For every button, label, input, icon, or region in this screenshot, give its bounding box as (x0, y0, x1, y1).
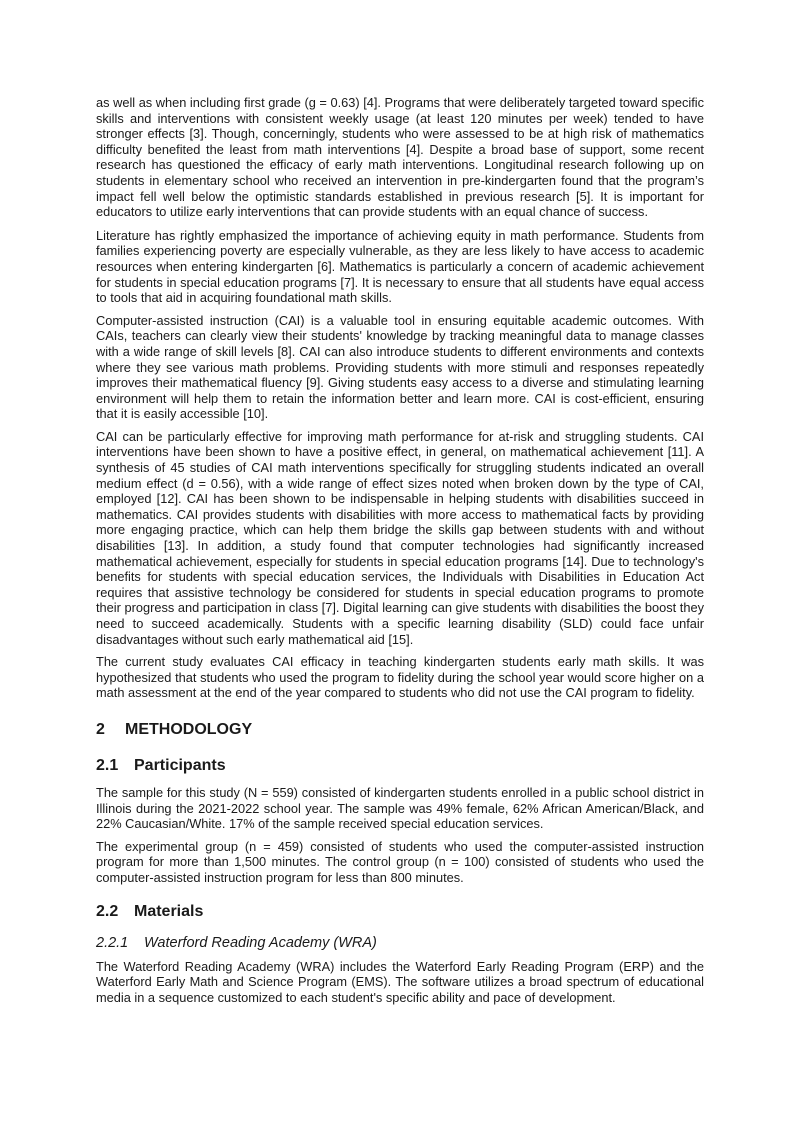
subsection-title: Participants (134, 756, 226, 774)
section-number: 2 (96, 720, 105, 738)
subsubsection-number: 2.2.1 (96, 934, 129, 951)
intro-paragraph-4: CAI can be particularly effective for improving math performance for at-risk and struggling students. CAI interventions have been shown to have a positive effect, in general, on mathematical achievement [11]. A synthesis of 45 studies of CAI math interventions specifically for struggling students indicated an overall medium effect (d = 0.56), with a wide range of effect sizes noted when broken down by the type of CAI, employed [12]. CAI has been shown to be indispensable in helping students with disabilities succeed in mathematics. CAI provides students with disabilities with more access to mathematical facts by providing more engaging practice, which can help them bridge the skills gap between students with and without disabilities [13]. In addition, a study found that computer technologies had significantly increased mathematical achievement, especially for students in special education programs [14]. Due to technology's benefits for students with special education services, the Individuals with Disabilities in Education Act requires that assistive technology be considered for students in special education programs to promote their progress and participation in class [7]. Digital learning can give students with disabilities the boost they need to succeed academically. Students with a specific learning disability (SLD) could face unfair disadvantages without such early mathematical aid [15]. (96, 428, 704, 647)
subsection-number: 2.2 (96, 902, 119, 920)
section-title: METHODOLOGY (125, 720, 253, 738)
subsection-number: 2.1 (96, 756, 119, 774)
subsection-heading-materials (96, 902, 704, 922)
subsection-heading-participants (96, 756, 704, 776)
participants-paragraph-1: The sample for this study (N = 559) consisted of kindergarten students enrolled in a public school district in Illinois during the 2021-2022 school year. The sample was 49% female, 62% African American/Black, and 22% Caucasian/White. 17% of the sample received special education services. (96, 784, 704, 832)
subsubsection-title: Waterford Reading Academy (WRA) (144, 934, 377, 951)
intro-paragraph-2: Literature has rightly emphasized the importance of achieving equity in math performance. Students from families experiencing poverty are especially vulnerable, as they are less likely to have access to academic resources when entering kindergarten [6]. Mathematics is particularly a concern of academic achievement for students in special education programs [7]. It is necessary to ensure that all students have equal access to tools that aid in acquiring foundational math skills. (96, 227, 704, 306)
wra-paragraph-1: The Waterford Reading Academy (WRA) includes the Waterford Early Reading Program (ERP) and the Waterford Early Math and Science Program (EMS). The software utilizes a broad spectrum of educational media in a sequence customized to each student's specific ability and pace of development. (96, 958, 704, 1005)
intro-paragraph-5: The current study evaluates CAI efficacy in teaching kindergarten students early math skills. It was hypothesized that students who used the program to fidelity during the school year would score higher on a math assessment at the end of the year compared to students who did not use the CAI program to fidelity. (96, 654, 704, 701)
participants-paragraph-2: The experimental group (n = 459) consisted of students who used the computer-assisted instruction program for more than 1,500 minutes. The control group (n = 100) consisted of students who used the computer-assisted instruction program for less than 800 minutes. (96, 838, 704, 885)
section-heading-methodology (96, 720, 704, 740)
intro-paragraph-3: Computer-assisted instruction (CAI) is a valuable tool in ensuring equitable academic outcomes. With CAIs, teachers can clearly view their students' knowledge by tracking meaningful data to manage classes with a wide range of skill levels [8]. CAI can also introduce students to different environments and contexts where they see various math problems. Providing students with more stimuli and responses repeatedly improves their mathematical fluency [9]. Giving students easy access to a diverse and stimulating learning environment will help them to retain the information better and learn more. CAI is cost-efficient, ensuring that it is easily accessible [10]. (96, 312, 704, 422)
subsection-title: Materials (134, 902, 204, 920)
intro-paragraph-1: as well as when including first grade (g = 0.63) [4]. Programs that were deliberately targeted toward specific skills and interventions with consistent weekly usage (at least 120 minutes per week) tended to have stronger effects [3]. Though, concerningly, students who were assessed to be at high risk of mathematics difficulty benefited the least from math interventions [4]. Despite a broad base of support, some recent research has questioned the efficacy of early math interventions. Longitudinal research following up on students in elementary school who received an intervention in pre-kindergarten found that the program’s impact fell well below the optimistic standards established in previous research [5]. It is important for educators to utilize early interventions that can provide students with an equal chance of success. (96, 95, 704, 220)
subsubsection-heading-wra (96, 934, 704, 952)
